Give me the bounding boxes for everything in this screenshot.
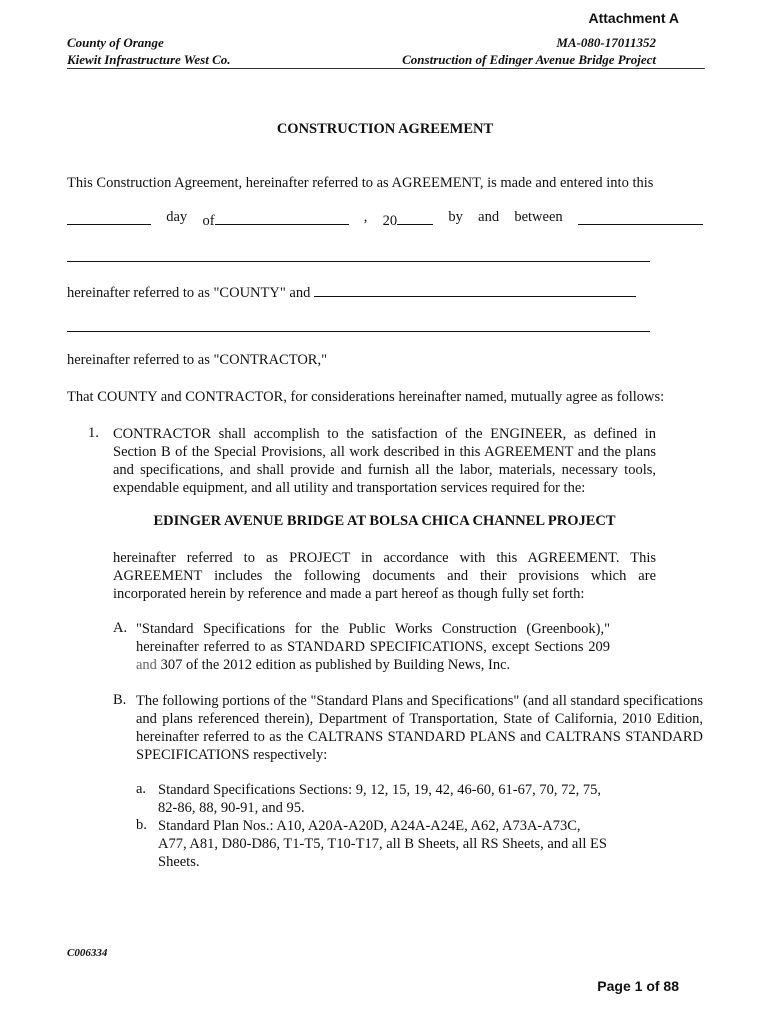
party-blank — [578, 209, 703, 225]
header-contractor: Kiewit Infrastructure West Co. — [67, 52, 231, 67]
by-word: by — [448, 209, 463, 225]
header-left — [67, 34, 231, 68]
year-group — [383, 209, 434, 230]
header-agreement-number: MA-080-17011352 — [556, 35, 656, 50]
year-blank — [397, 209, 433, 225]
contractor-name-blank — [314, 281, 636, 297]
day-blank — [67, 209, 151, 225]
itemA-text — [136, 620, 610, 674]
attachment-label: Attachment A — [588, 10, 679, 26]
agreement-statement: That COUNTY and CONTRACTOR, for considerations hereinafter named, mutually agree as follows: — [67, 389, 665, 405]
itemA-text-part2: 307 of the 2012 edition as published by Building News, Inc. — [160, 657, 511, 673]
header-project-name: Construction of Edinger Avenue Bridge Project — [402, 52, 656, 67]
year-prefix: 20 — [382, 213, 398, 229]
county-name-line — [67, 260, 650, 262]
itemB-text: The following portions of the "Standard Plans and Specifications" (and all standard specifications and plans referenced therein), Department of Transportation, State of California, 2010 Edition, hereinafter referred to as the CALTRANS STANDARD PLANS and CALTRANS STANDARD SPECIFICATIONS respectively: — [136, 693, 703, 763]
subitem-b-label: b. — [136, 817, 147, 833]
itemA-text-and: and — [136, 657, 157, 673]
subitem-a-text: Standard Specifications Sections: 9, 12, 15, 19, 42, 46-60, 61-67, 70, 72, 75, 82-86, 88, 90-91, and 95. — [158, 782, 602, 816]
subitem-b-text: Standard Plan Nos.: A10, A20A-A20D, A24A-A24E, A62, A73A-A73C, A77, A81, D80-D86, T1-T5, T10-T17, all B Sheets, all RS Sheets, and all ES Sheets. — [158, 818, 607, 870]
month-group — [202, 209, 348, 230]
contractor-address-line — [67, 330, 650, 332]
month-blank — [215, 209, 349, 225]
county-label: hereinafter referred to as "COUNTY" and — [67, 285, 311, 301]
between-word: between — [514, 209, 563, 225]
project-title: EDINGER AVENUE BRIDGE AT BOLSA CHICA CHANNEL PROJECT — [153, 513, 616, 529]
header-right — [402, 34, 656, 68]
itemB-label: B. — [113, 692, 127, 708]
document-title: CONSTRUCTION AGREEMENT — [276, 121, 494, 137]
day-word: day — [166, 209, 188, 225]
header-divider — [67, 68, 705, 69]
project-paragraph: hereinafter referred to as PROJECT in accordance with this AGREEMENT. This AGREEMENT includes the following documents and their provisions which are incorporated herein by reference and made a part hereof as though fully set forth: — [113, 550, 656, 602]
and-word: and — [478, 209, 500, 225]
county-row — [67, 281, 636, 302]
item1-number: 1. — [88, 425, 99, 441]
date-row — [67, 209, 703, 230]
header-county: County of Orange — [67, 35, 164, 50]
itemA-text-part1: "Standard Specifications for the Public Works Construction (Greenbook)," hereinafter referred to as STANDARD SPECIFICATIONS, except Sections 209 — [136, 621, 610, 655]
contractor-row: hereinafter referred to as "CONTRACTOR," — [67, 352, 328, 368]
itemA-label: A. — [113, 620, 128, 636]
intro-paragraph: This Construction Agreement, hereinafter referred to as AGREEMENT, is made and entered into this — [67, 175, 654, 191]
comma: , — [363, 209, 368, 225]
footer-code: C006334 — [67, 947, 108, 959]
subitem-a-label: a. — [136, 781, 147, 797]
of-word: of — [202, 213, 215, 229]
page-number: Page 1 of 88 — [597, 978, 679, 994]
item1-text: CONTRACTOR shall accomplish to the satisfaction of the ENGINEER, as defined in Section B of the Special Provisions, all work described in this AGREEMENT and the plans and specifications, and shall provide and furnish all the labor, materials, necessary tools, expendable equipment, and all utility and transportation services required for the: — [113, 426, 656, 496]
